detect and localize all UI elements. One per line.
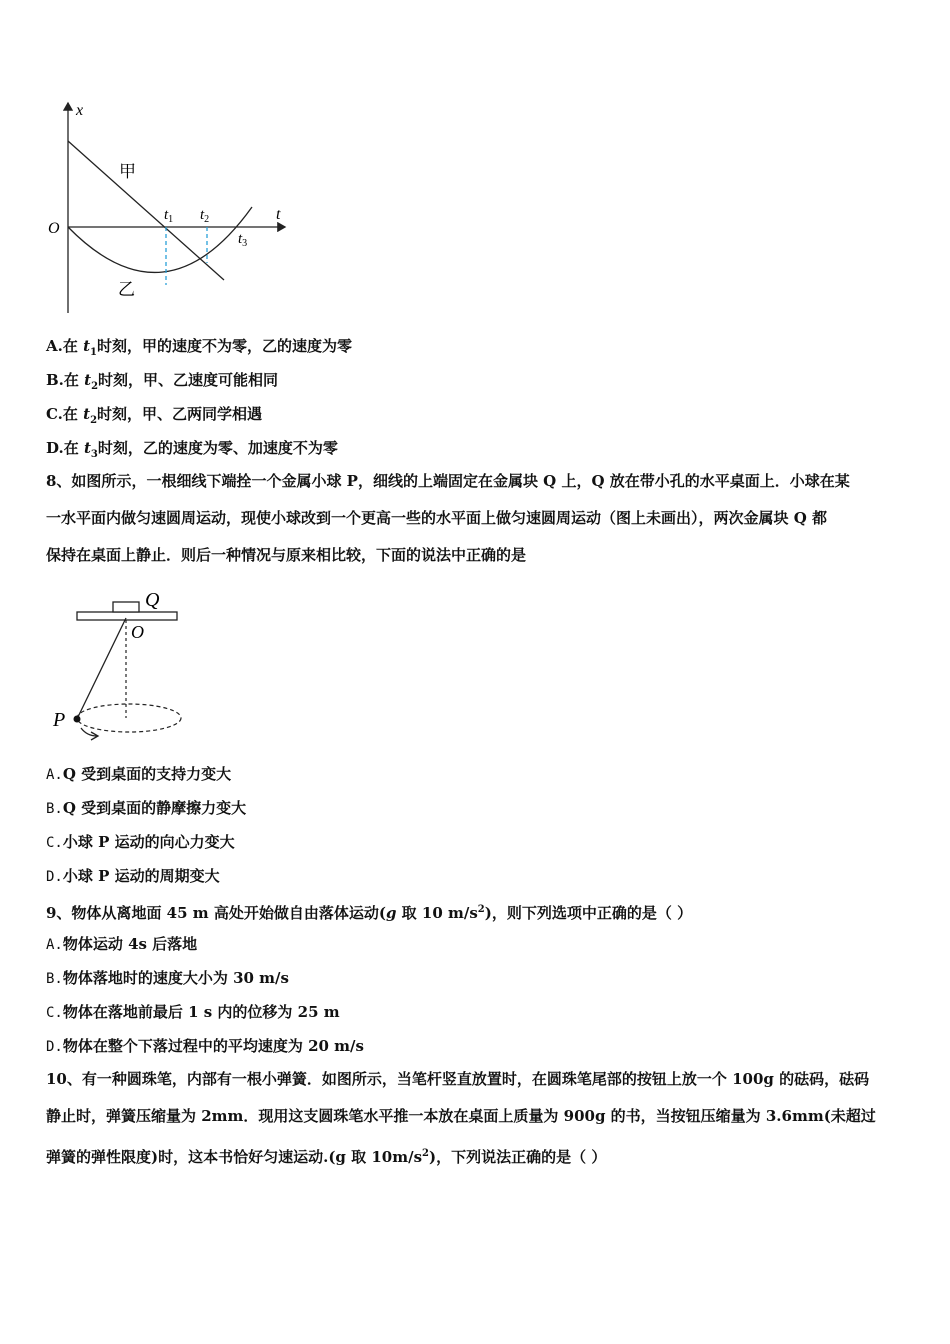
metal-block-q xyxy=(113,602,139,612)
t2-label: $t_2$ xyxy=(200,207,210,225)
q8-stem-line-2: 一水平面内做匀速圆周运动，现使小球改到一个更高一些的水平面上做匀速圆周运动（图上未画出），两次金属块 Q 都 xyxy=(46,509,828,527)
axis-t-label: t xyxy=(276,206,281,223)
q7-xt-graph xyxy=(40,95,300,320)
q10-stem xyxy=(46,1061,908,1176)
axis-x-label: x xyxy=(76,102,84,119)
q8-option-d[interactable]: D.小球 P 运动的周期变大 xyxy=(46,867,220,885)
table-top xyxy=(77,612,177,620)
q9-option-c[interactable]: C.物体在落地前最后 1 s 内的位移为 25 m xyxy=(46,1003,340,1021)
t3-label: $t_3$ xyxy=(238,231,248,249)
q10-stem-line-1: 10、有一种圆珠笔，内部有一根小弹簧．如图所示，当笔杆竖直放置时，在圆珠笔尾部的按钮上放一个 100g 的砝码，砝码 xyxy=(46,1070,870,1088)
curve-yi-label: 乙 xyxy=(118,280,135,299)
q7-option-d[interactable]: D.在 $t_3$时刻，乙的速度为零、加速度不为零 xyxy=(46,439,338,460)
origin-label: O xyxy=(48,220,60,237)
q8-stem xyxy=(46,463,908,574)
t1-label: $t_1$ xyxy=(164,207,174,225)
q9-option-b[interactable]: B.物体落地时的速度大小为 30 m/s xyxy=(46,969,289,987)
q8-stem-line-1: 8、如图所示，一根细线下端拴一个金属小球 P，细线的上端固定在金属块 Q 上，Q 放在带小孔的水平桌面上．小球在某 xyxy=(46,472,850,490)
q8-option-c[interactable]: C.小球 P 运动的向心力变大 xyxy=(46,833,235,851)
curve-yi xyxy=(68,207,252,272)
p-label: P xyxy=(53,709,66,731)
q8-option-a[interactable]: A.Q 受到桌面的支持力变大 xyxy=(46,765,232,783)
ball-p xyxy=(74,716,81,723)
q7-option-c[interactable]: C.在 $t_2$时刻，甲、乙两同学相遇 xyxy=(46,405,263,426)
o-label: O xyxy=(131,622,144,642)
q7-option-a[interactable]: A.在 $t_1$时刻，甲的速度不为零，乙的速度为零 xyxy=(46,337,353,358)
curve-jia-label: 甲 xyxy=(119,162,136,181)
q10-stem-line-3: 弹簧的弹性限度)时，这本书恰好匀速运动.(g 取 $10m/s^2$)，下列说法正确的是（ ） xyxy=(46,1148,607,1166)
q-label: Q xyxy=(145,589,160,611)
q8-conical-pendulum-figure xyxy=(45,580,205,750)
q10-stem-line-2: 静止时，弹簧压缩量为 2mm．现用这支圆珠笔水平推一本放在桌面上质量为 900g 的书，当按钮压缩量为 3.6mm(未超过 xyxy=(46,1107,876,1125)
q7-option-b[interactable]: B.在 $t_2$时刻，甲、乙速度可能相同 xyxy=(46,371,279,392)
q9-option-a[interactable]: A.物体运动 4s 后落地 xyxy=(46,935,198,953)
q8-option-b[interactable]: B.Q 受到桌面的静摩擦力变大 xyxy=(46,799,247,817)
q9-stem: 9、物体从离地面 45 m 高处开始做自由落体运动(g 取 10 $m/s^2$)，则下列选项中正确的是（ ） xyxy=(46,904,693,922)
q9-option-d[interactable]: D.物体在整个下落过程中的平均速度为 20 m/s xyxy=(46,1037,364,1055)
q8-stem-line-3: 保持在桌面上静止．则后一种情况与原来相比较，下面的说法中正确的是 xyxy=(46,546,527,564)
circular-path-dashed xyxy=(77,704,181,732)
